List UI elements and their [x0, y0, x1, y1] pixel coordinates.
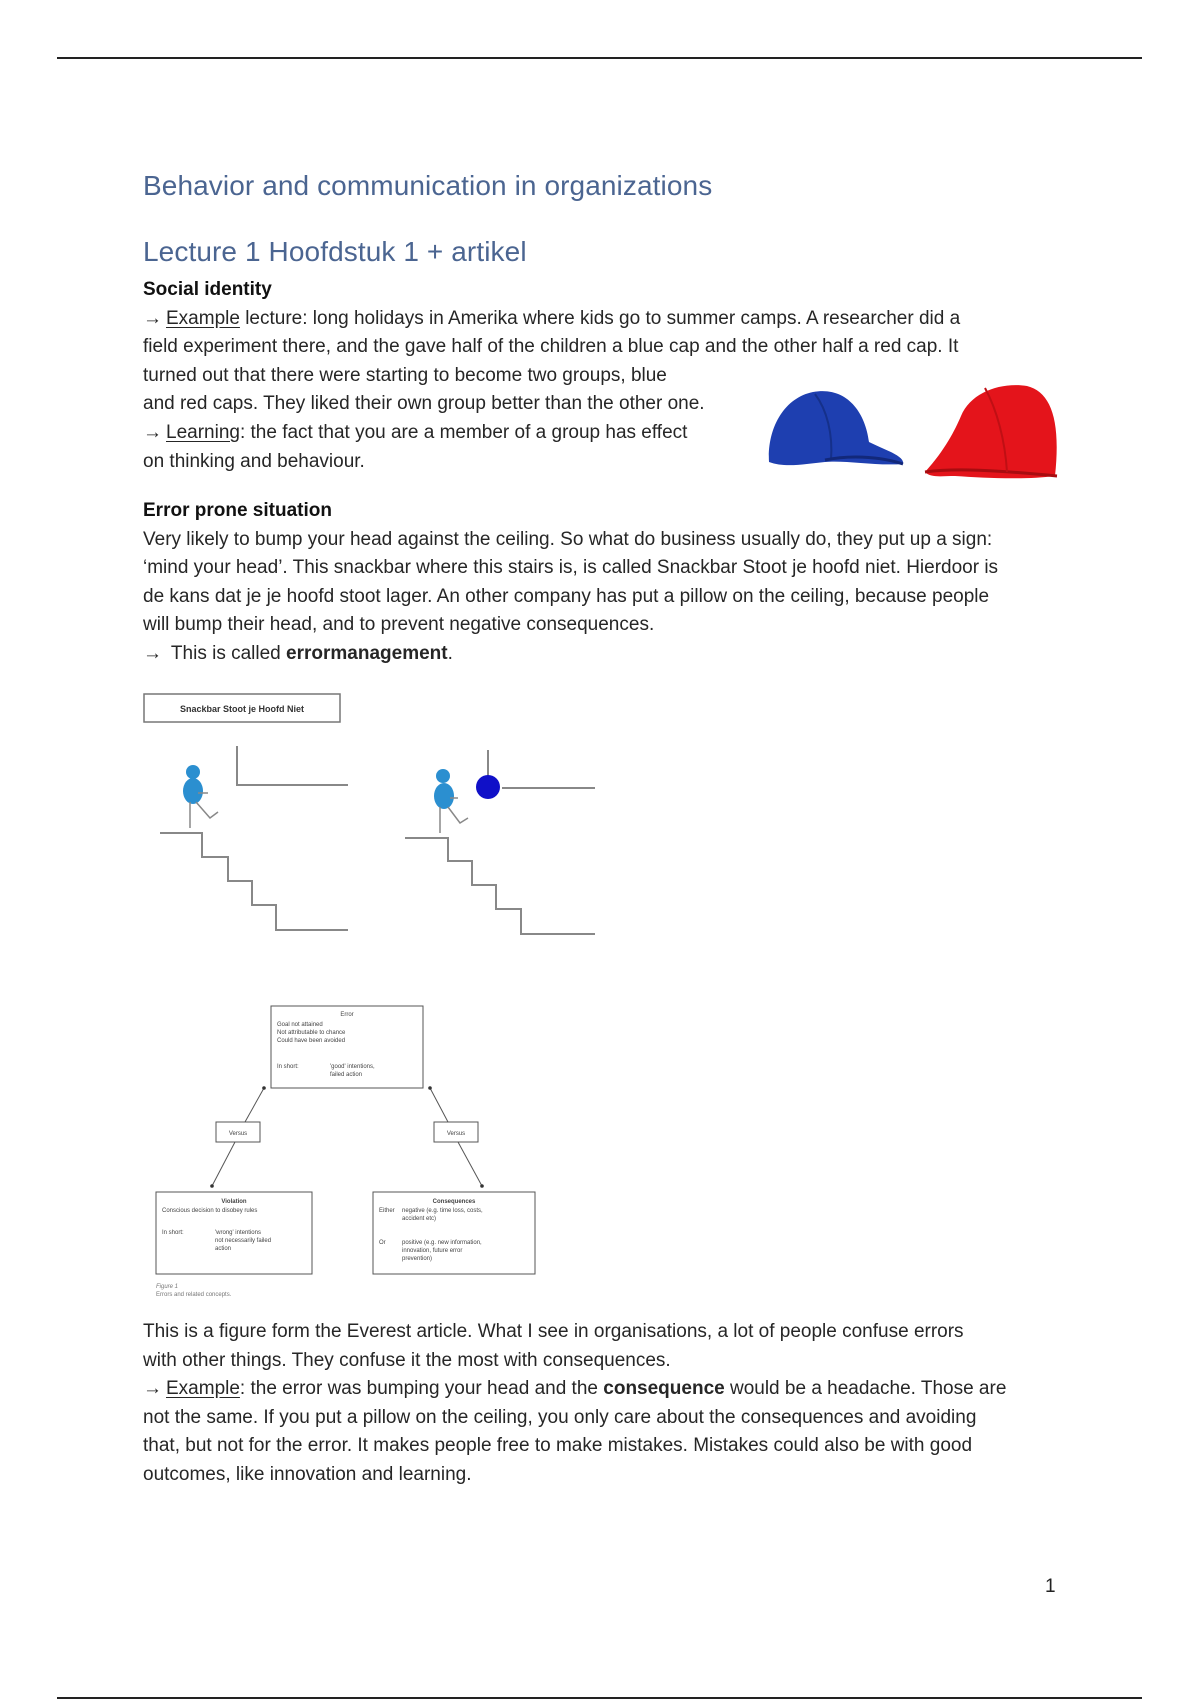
error-in-short-line: 'good' intentions, [330, 1064, 375, 1070]
paragraph-line: This is a figure form the Everest article. What I see in organisations, a lot of people confuse errors [143, 1321, 964, 1342]
violation-in-short-line: action [215, 1246, 232, 1252]
error-prone-heading: Error prone situation [143, 500, 332, 521]
everest-section [143, 1318, 1006, 1490]
paragraph-line: and red caps. They liked their own group better than the other one. [143, 393, 705, 415]
example-label: Example [166, 307, 240, 329]
paragraph-line: that, but not for the error. It makes people free to make mistakes. Mistakes could also be with good [143, 1435, 973, 1457]
paragraph-line: not the same. If you put a pillow on the ceiling, you only care about the consequences and avoiding [143, 1406, 977, 1428]
social-identity-heading: Social identity [143, 279, 272, 300]
consequences-either-label: Either [379, 1208, 395, 1214]
line-text: This is called [166, 642, 287, 664]
caps-image [765, 380, 1065, 490]
violation-box [156, 1192, 312, 1274]
consequences-line: prevention) [402, 1256, 433, 1262]
blue-cap-image [769, 391, 903, 465]
paragraph-line: turned out that there were starting to become two groups, blue [143, 364, 667, 386]
error-box [271, 1006, 423, 1088]
violation-in-short-label: In short: [162, 1230, 184, 1236]
consequences-title: Consequences [432, 1199, 476, 1205]
consequences-line: accident etc) [402, 1216, 437, 1222]
error-diagram [140, 1000, 540, 1310]
paragraph-line: on thinking and behaviour. [143, 450, 365, 472]
violation-in-short-line: 'wrong' intentions [215, 1230, 261, 1236]
violation-in-short-line: not necessarily failed [215, 1238, 272, 1244]
document-title: Behavior and communication in organizations [143, 170, 713, 201]
error-box-title: Error [340, 1012, 354, 1018]
arrow-icon: → [143, 642, 162, 664]
line-text: : the fact that you are a member of a group has effect [239, 421, 688, 443]
paragraph-line: ‘mind your head’. This snackbar where this stairs is, is called Snackbar Stoot je hoofd niet. Hierdoor is [143, 557, 999, 579]
error-in-short-label: In short: [277, 1064, 299, 1070]
arrow-line [458, 1142, 482, 1186]
paragraph-line [143, 305, 960, 334]
page-number: 1 [1045, 1576, 1056, 1597]
arrow-line [212, 1142, 235, 1186]
right-scene [405, 750, 595, 934]
arrow-icon: → [143, 307, 162, 329]
consequence-term: consequence [603, 1378, 725, 1400]
left-scene [160, 746, 348, 930]
versus-left-box [216, 1122, 260, 1142]
versus-left-label: Versus [228, 1131, 248, 1137]
errormanagement-term: errormanagement [286, 642, 448, 664]
paragraph-line [143, 640, 998, 669]
line-text: : the error was bumping your head and the [239, 1378, 604, 1400]
person-icon [183, 765, 218, 828]
red-cap-image [925, 385, 1057, 478]
error-line: Goal not attained [277, 1022, 323, 1028]
consequences-line: positive (e.g. new information, [402, 1240, 482, 1246]
paragraph-line: field experiment there, and the gave half of the children a blue cap and the other half a red cap. It [143, 336, 959, 358]
paragraph-line: outcomes, like innovation and learning. [143, 1463, 472, 1485]
stairs-line [405, 838, 595, 934]
arrow-line [245, 1088, 264, 1122]
header-rule [57, 57, 1142, 59]
lecture-heading: Lecture 1 Hoofdstuk 1 + artikel [143, 236, 527, 267]
versus-right-label: Versus [446, 1131, 466, 1137]
paragraph-line: de kans dat je je hoofd stoot lager. An other company has put a pillow on the ceiling, because people [143, 585, 990, 607]
ceiling-line [237, 746, 348, 785]
example-label: Example [166, 1378, 240, 1400]
versus-right-box [434, 1122, 478, 1142]
consequences-or-label: Or [379, 1240, 386, 1246]
arrow-icon: → [143, 1378, 162, 1400]
consequences-box [373, 1192, 535, 1274]
consequences-line: negative (e.g. time loss, costs, [402, 1208, 483, 1214]
paragraph-line [143, 1375, 1006, 1404]
arrow-line [430, 1088, 448, 1122]
paragraph-line: Very likely to bump your head against the ceiling. So what do business usually do, they put up a sign: [143, 528, 993, 550]
figure-caption-label: Figure 1 [156, 1284, 179, 1290]
line-text: lecture: long holidays in Amerika where kids go to summer camps. A researcher did a [239, 307, 961, 329]
pillow-icon [476, 775, 500, 799]
error-in-short-line: failed action [330, 1072, 363, 1078]
error-line: Not attributable to chance [277, 1030, 346, 1036]
stairs-figure [140, 690, 600, 950]
paragraph-line: will bump their head, and to prevent negative consequences. [143, 614, 655, 636]
line-text: . [447, 642, 453, 664]
line-text: would be a headache. Those are [724, 1378, 1007, 1400]
violation-line: Conscious decision to disobey rules [162, 1208, 258, 1214]
paragraph-line: with other things. They confuse it the most with consequences. [143, 1349, 671, 1371]
violation-title: Violation [221, 1199, 247, 1205]
figure-caption-text: Errors and related concepts. [156, 1292, 232, 1298]
footer-rule [57, 1697, 1142, 1699]
arrow-icon: → [143, 421, 162, 443]
consequences-line: innovation, future error [402, 1248, 463, 1254]
error-line: Could have been avoided [277, 1038, 346, 1044]
person-icon [434, 769, 468, 833]
learning-label: Learning [166, 421, 240, 443]
error-prone-section [143, 497, 998, 669]
stairs-line [160, 833, 348, 930]
snackbar-sign-text: Snackbar Stoot je Hoofd Niet [179, 704, 305, 714]
